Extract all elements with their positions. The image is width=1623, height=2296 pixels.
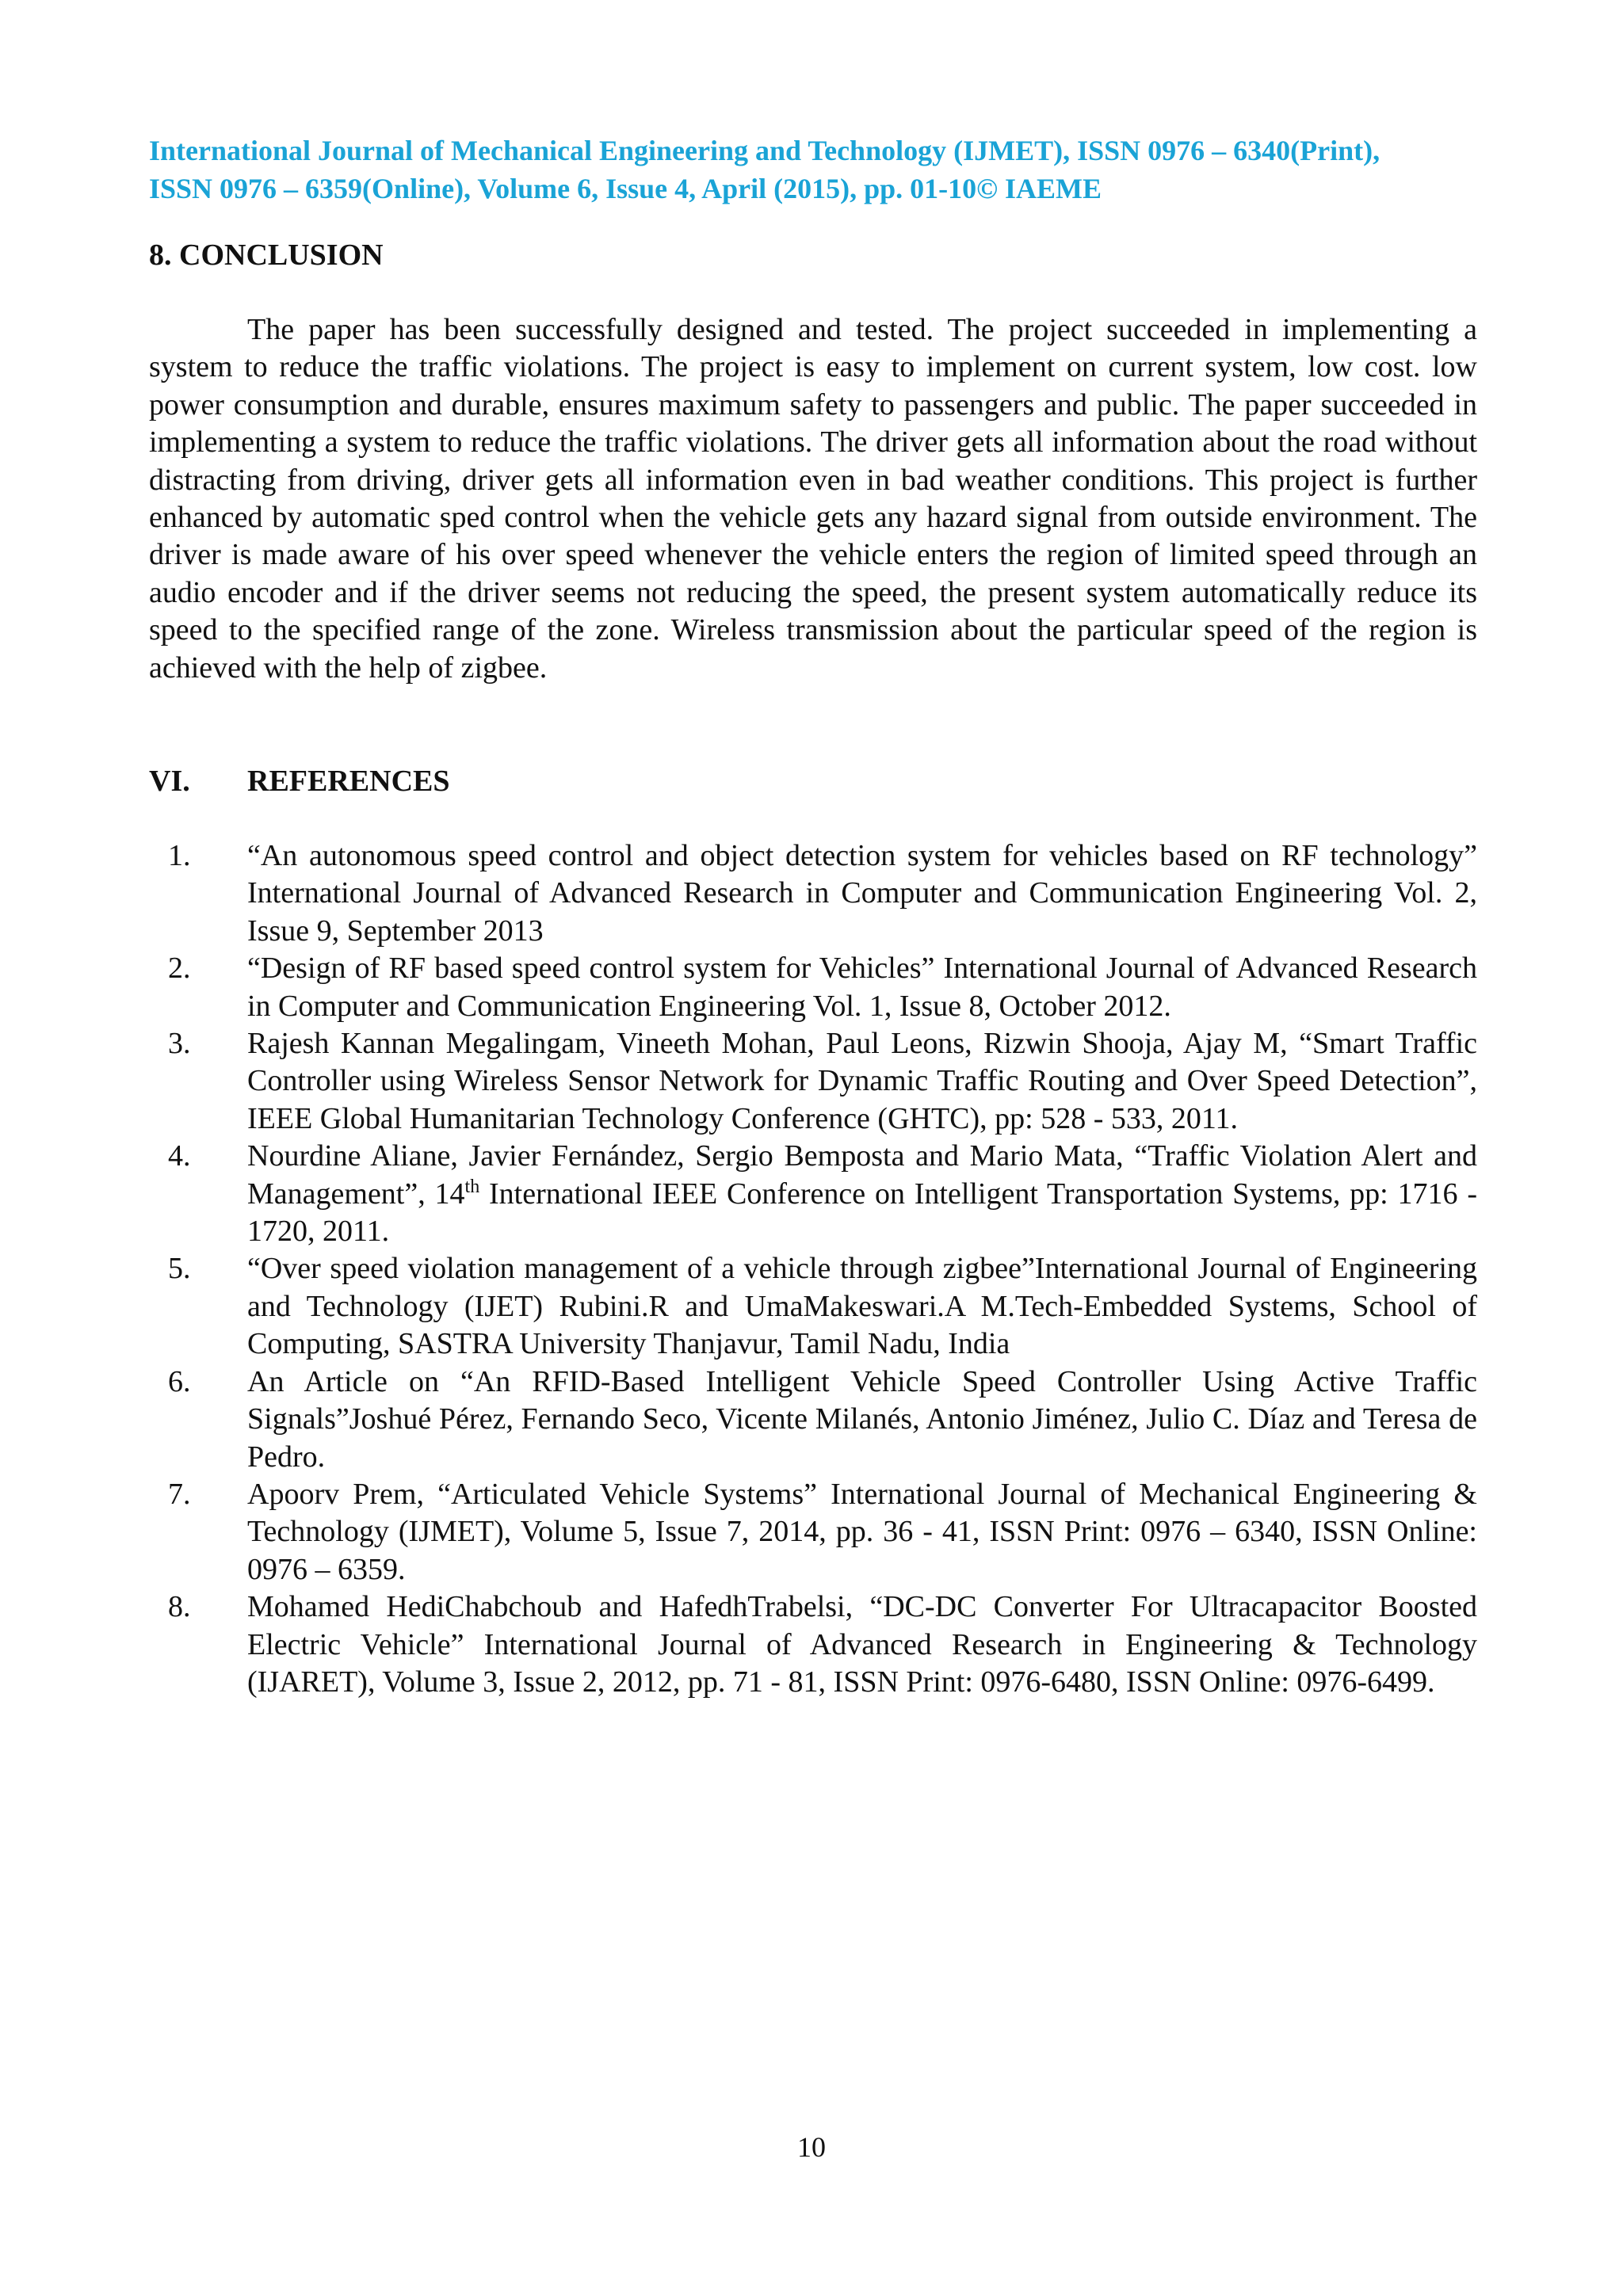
reference-number: 4. <box>168 1139 191 1173</box>
reference-number: 1. <box>168 839 191 872</box>
reference-text-part-2: International IEEE Conference on Intelligent Transportation Systems, pp: 1716 - 1720, 2011. <box>247 1177 1477 1249</box>
reference-item-1 <box>149 837 1477 950</box>
journal-header-line-2: ISSN 0976 – 6359(Online), Volume 6, Issue 4, April (2015), pp. 01-10© IAEME <box>149 173 1102 204</box>
reference-list <box>149 837 1477 1701</box>
reference-item-2 <box>149 950 1477 1025</box>
references-heading <box>149 762 450 800</box>
reference-item-4 <box>149 1138 1477 1250</box>
reference-number: 7. <box>168 1477 191 1511</box>
reference-item-8 <box>149 1589 1477 1701</box>
conclusion-heading: 8. CONCLUSION <box>149 238 384 272</box>
references-numeral: VI. <box>149 765 190 798</box>
journal-header-line-1: International Journal of Mechanical Engineering and Technology (IJMET), ISSN 0976 – 6340(Print), <box>149 135 1381 166</box>
ordinal-superscript: th <box>464 1176 480 1197</box>
reference-number: 6. <box>168 1364 191 1398</box>
reference-item-6 <box>149 1363 1477 1476</box>
journal-header <box>149 132 1477 208</box>
reference-number: 2. <box>168 952 191 986</box>
conclusion-paragraph: The paper has been successfully designed and tested. The project succeeded in implementing a system to reduce the traffic violations. The project is easy to implement on current system, low cost. low power consumption and durable, ensures maximum safety to passengers and public. The paper succeeded in implementing a system to reduce the traffic violations. The driver gets all information about the road without distracting from driving, driver gets all information even in bad weather conditions. This project is further enhanced by automatic sped control when the vehicle gets any hazard signal from outside environment. The driver is made aware of his over speed whenever the vehicle enters the region of limited speed through an audio encoder and if the driver seems not reducing the speed, the present system automatically reduce its speed to the specified range of the zone. Wireless transmission about the particular speed of the region is achieved with the help of zigbee. <box>149 313 1477 685</box>
reference-text: “An autonomous speed control and object detection system for vehicles based on RF technology” International Journal of Advanced Research in Computer and Communication Engineering Vol. 2, Issue 9, September 2013 <box>247 839 1477 948</box>
reference-text-part-1: Nourdine Aliane, Javier Fernández, Sergio Bemposta and Mario Mata, “Traffic Violation Alert and Management”, 14 <box>247 1139 1477 1211</box>
reference-number: 5. <box>168 1252 191 1286</box>
references-title: REFERENCES <box>247 765 450 798</box>
reference-number: 8. <box>168 1590 191 1624</box>
reference-number: 3. <box>168 1027 191 1061</box>
reference-item-3 <box>149 1025 1477 1138</box>
reference-item-5 <box>149 1250 1477 1363</box>
reference-text <box>247 1139 1477 1248</box>
reference-item-7 <box>149 1476 1477 1589</box>
reference-text: Mohamed HediChabchoub and HafedhTrabelsi, “DC-DC Converter For Ultracapacitor Boosted Electric Vehicle” International Journal of Advanced Research in Engineering & Technology (IJARET), Volume 3, Issue 2, 2012, pp. 71 - 81, ISSN Print: 0976-6480, ISSN Online: 0976-6499. <box>247 1590 1477 1699</box>
reference-text: Apoorv Prem, “Articulated Vehicle Systems” International Journal of Mechanical Engineering & Technology (IJMET), Volume 5, Issue 7, 2014, pp. 36 - 41, ISSN Print: 0976 – 6340, ISSN Online: 0976 – 6359. <box>247 1477 1477 1586</box>
reference-text: An Article on “An RFID-Based Intelligent Vehicle Speed Controller Using Active Traffic Signals”Joshué Pérez, Fernando Seco, Vicente Milanés, Antonio Jiménez, Julio C. Díaz and Teresa de Pedro. <box>247 1364 1477 1474</box>
page-number: 10 <box>797 2131 826 2163</box>
reference-text: “Design of RF based speed control system for Vehicles” International Journal of Advanced Research in Computer and Communication Engineering Vol. 1, Issue 8, October 2012. <box>247 952 1477 1023</box>
reference-text: Rajesh Kannan Megalingam, Vineeth Mohan, Paul Leons, Rizwin Shooja, Ajay M, “Smart Traffic Controller using Wireless Sensor Network for Dynamic Traffic Routing and Over Speed Detection”, IEEE Global Humanitarian Technology Conference (GHTC), pp: 528 - 533, 2011. <box>247 1027 1477 1135</box>
reference-text: “Over speed violation management of a vehicle through zigbee”International Journal of Engineering and Technology (IJET) Rubini.R and UmaMakeswari.A M.Tech-Embedded Systems, School of Computing, SASTRA University Thanjavur, Tamil Nadu, India <box>247 1252 1477 1361</box>
